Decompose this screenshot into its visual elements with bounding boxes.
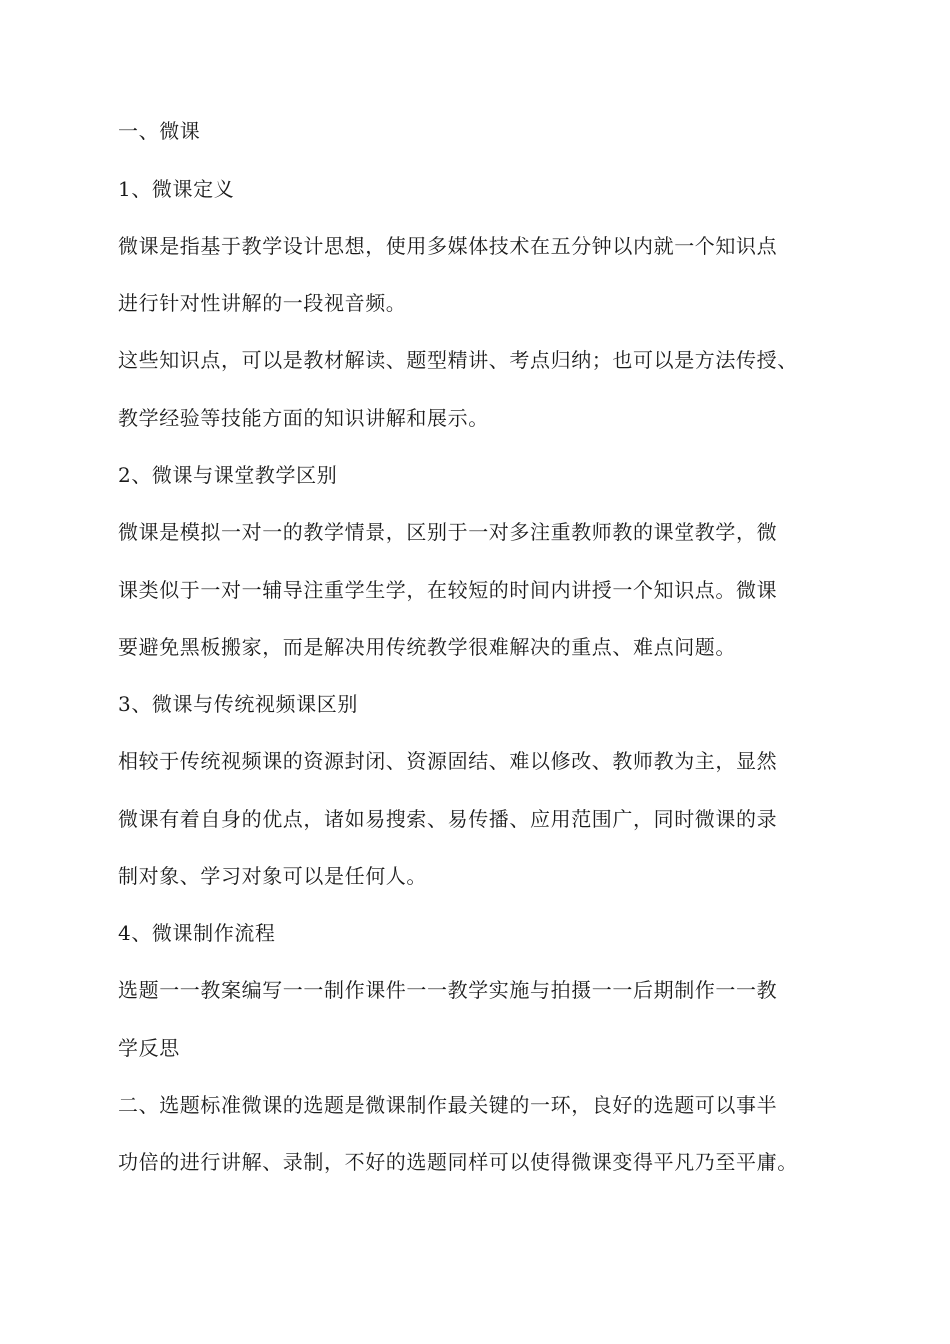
paragraph-line: 制对象、学习对象可以是任何人。 [118, 864, 427, 888]
paragraph-line: 微课是模拟一对一的教学情景，区别于一对多注重教师教的课堂教学，微 [118, 520, 778, 544]
paragraph-line: 这些知识点，可以是教材解读、题型精讲、考点归纳；也可以是方法传授、 [118, 348, 798, 372]
paragraph-line: 教学经验等技能方面的知识讲解和展示。 [118, 406, 489, 430]
paragraph-line: 选题一一教案编写一一制作课件一一教学实施与拍摄一一后期制作一一教 [118, 978, 778, 1002]
paragraph-line: 微课有着自身的优点，诸如易搜索、易传播、应用范围广，同时微课的录 [118, 807, 778, 831]
heading-section-1: 一、微课 [118, 119, 201, 143]
heading-microcourse-definition: 1、微课定义 [118, 177, 235, 201]
paragraph-line: 进行针对性讲解的一段视音频。 [118, 291, 407, 315]
paragraph-line: 学反思 [118, 1036, 180, 1060]
paragraph-line: 相较于传统视频课的资源封闭、资源固结、难以修改、教师教为主，显然 [118, 749, 778, 773]
paragraph-line: 课类似于一对一辅导注重学生学，在较短的时间内讲授一个知识点。微课 [118, 578, 778, 602]
paragraph-line: 要避免黑板搬家，而是解决用传统教学很难解决的重点、难点问题。 [118, 635, 736, 659]
paragraph-line: 微课是指基于教学设计思想，使用多媒体技术在五分钟以内就一个知识点 [118, 234, 778, 258]
heading-video-course-difference: 3、微课与传统视频课区别 [118, 692, 358, 716]
heading-classroom-difference: 2、微课与课堂教学区别 [118, 463, 338, 487]
paragraph-line: 二、选题标准微课的选题是微课制作最关键的一环，良好的选题可以事半 [118, 1093, 778, 1117]
paragraph-line: 功倍的进行讲解、录制，不好的选题同样可以使得微课变得平凡乃至平庸。 [118, 1150, 798, 1174]
heading-production-process: 4、微课制作流程 [118, 921, 276, 945]
